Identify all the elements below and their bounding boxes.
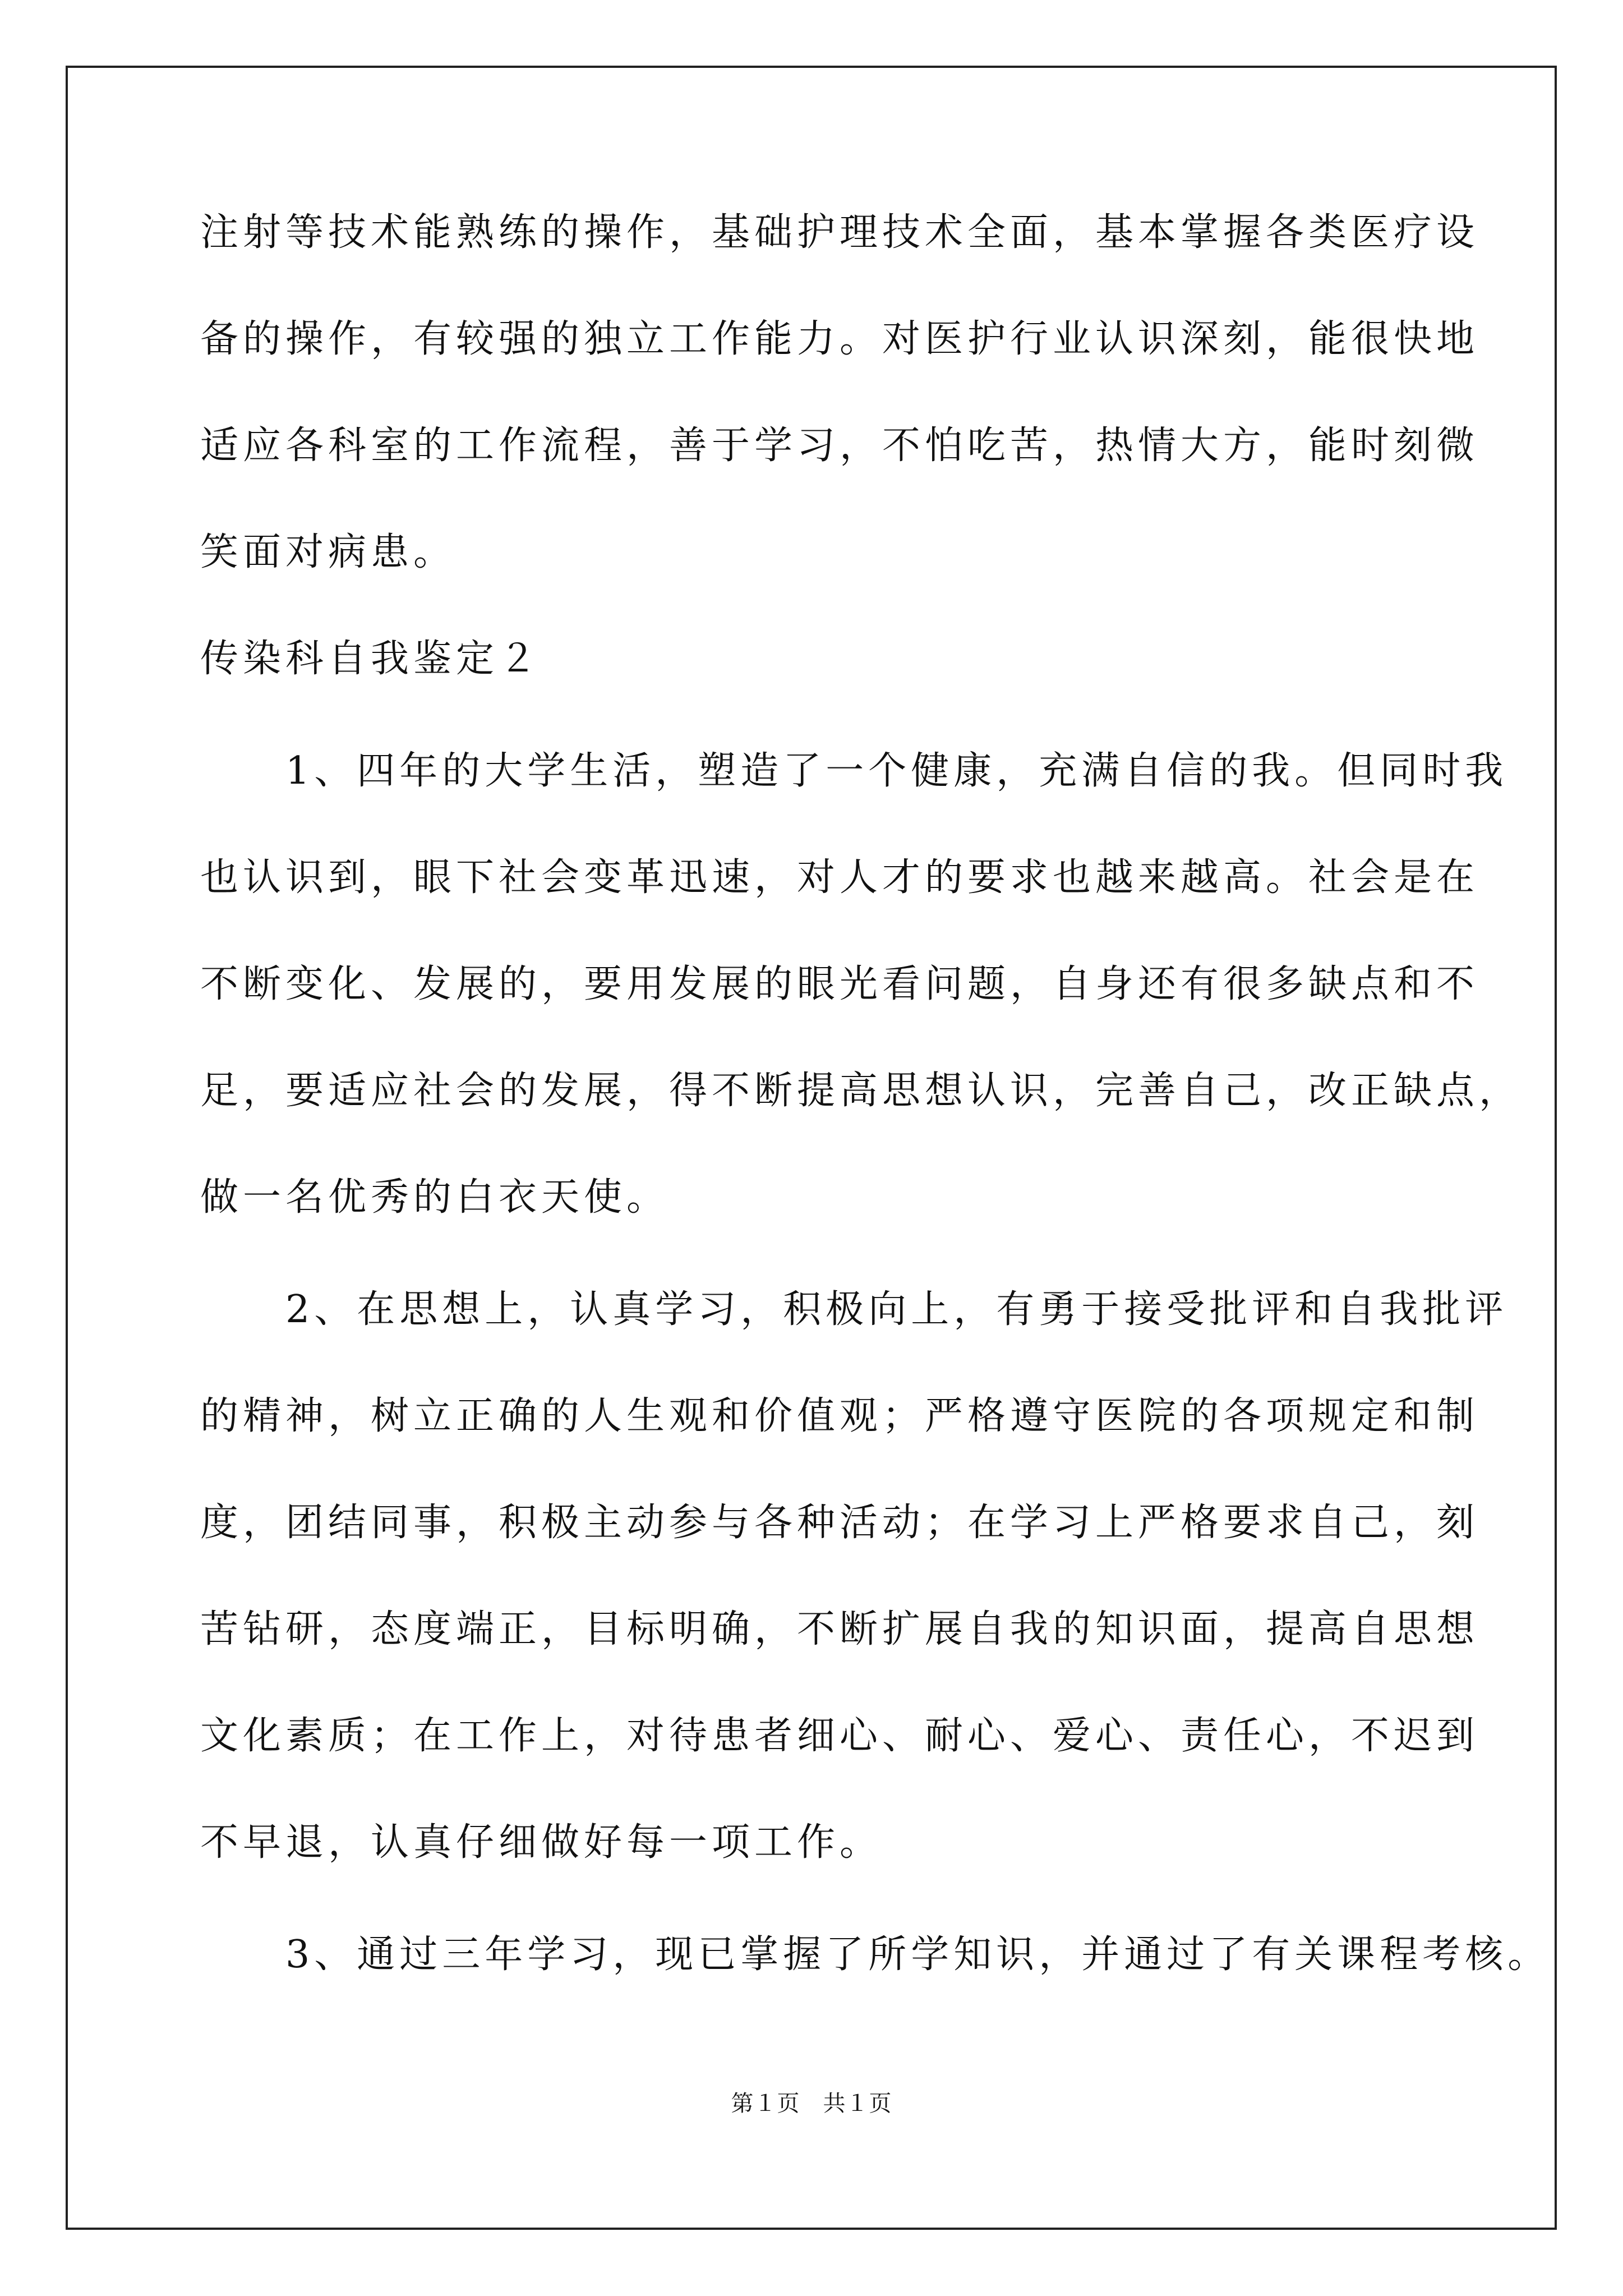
section-heading: 传染科自我鉴定２ [200, 637, 542, 681]
body-line: 苦钻研，态度端正，目标明确，不断扩展自我的知识面，提高自思想 [200, 1607, 1479, 1651]
body-line: 足，要适应社会的发展，得不断提高思想认识，完善自己，改正缺点， [200, 1069, 1522, 1113]
page-footer: 第１页 共１页 [731, 2091, 892, 2116]
body-line: 3、通过三年学习，现已掌握了所学知识，并通过了有关课程考核。 [200, 1932, 1551, 1977]
page-border [66, 66, 1557, 2230]
body-line: 适应各科室的工作流程，善于学习，不怕吃苦，热情大方，能时刻微 [200, 424, 1479, 468]
body-line: 度，团结同事，积极主动参与各种活动；在学习上严格要求自己，刻 [200, 1501, 1479, 1545]
body-line: 备的操作，有较强的独立工作能力。对医护行业认识深刻，能很快地 [200, 317, 1479, 361]
body-line: 笑面对病患。 [200, 530, 457, 574]
body-line: 2、在思想上，认真学习，积极向上，有勇于接受批评和自我批评 [200, 1287, 1508, 1332]
body-line: 做一名优秀的白衣天使。 [200, 1175, 670, 1220]
body-line: 注射等技术能熟练的操作，基础护理技术全面，基本掌握各类医疗设 [200, 210, 1479, 255]
body-line: 1、四年的大学生活，塑造了一个健康，充满自信的我。但同时我 [200, 749, 1508, 793]
body-line: 也认识到，眼下社会变革迅速，对人才的要求也越来越高。社会是在 [200, 855, 1479, 900]
body-line: 文化素质；在工作上，对待患者细心、耐心、爱心、责任心，不迟到 [200, 1714, 1479, 1758]
body-line: 不早退，认真仔细做好每一项工作。 [200, 1820, 883, 1865]
body-line: 的精神，树立正确的人生观和价值观；严格遵守医院的各项规定和制 [200, 1394, 1479, 1438]
body-line: 不断变化、发展的，要用发展的眼光看问题，自身还有很多缺点和不 [200, 962, 1479, 1006]
